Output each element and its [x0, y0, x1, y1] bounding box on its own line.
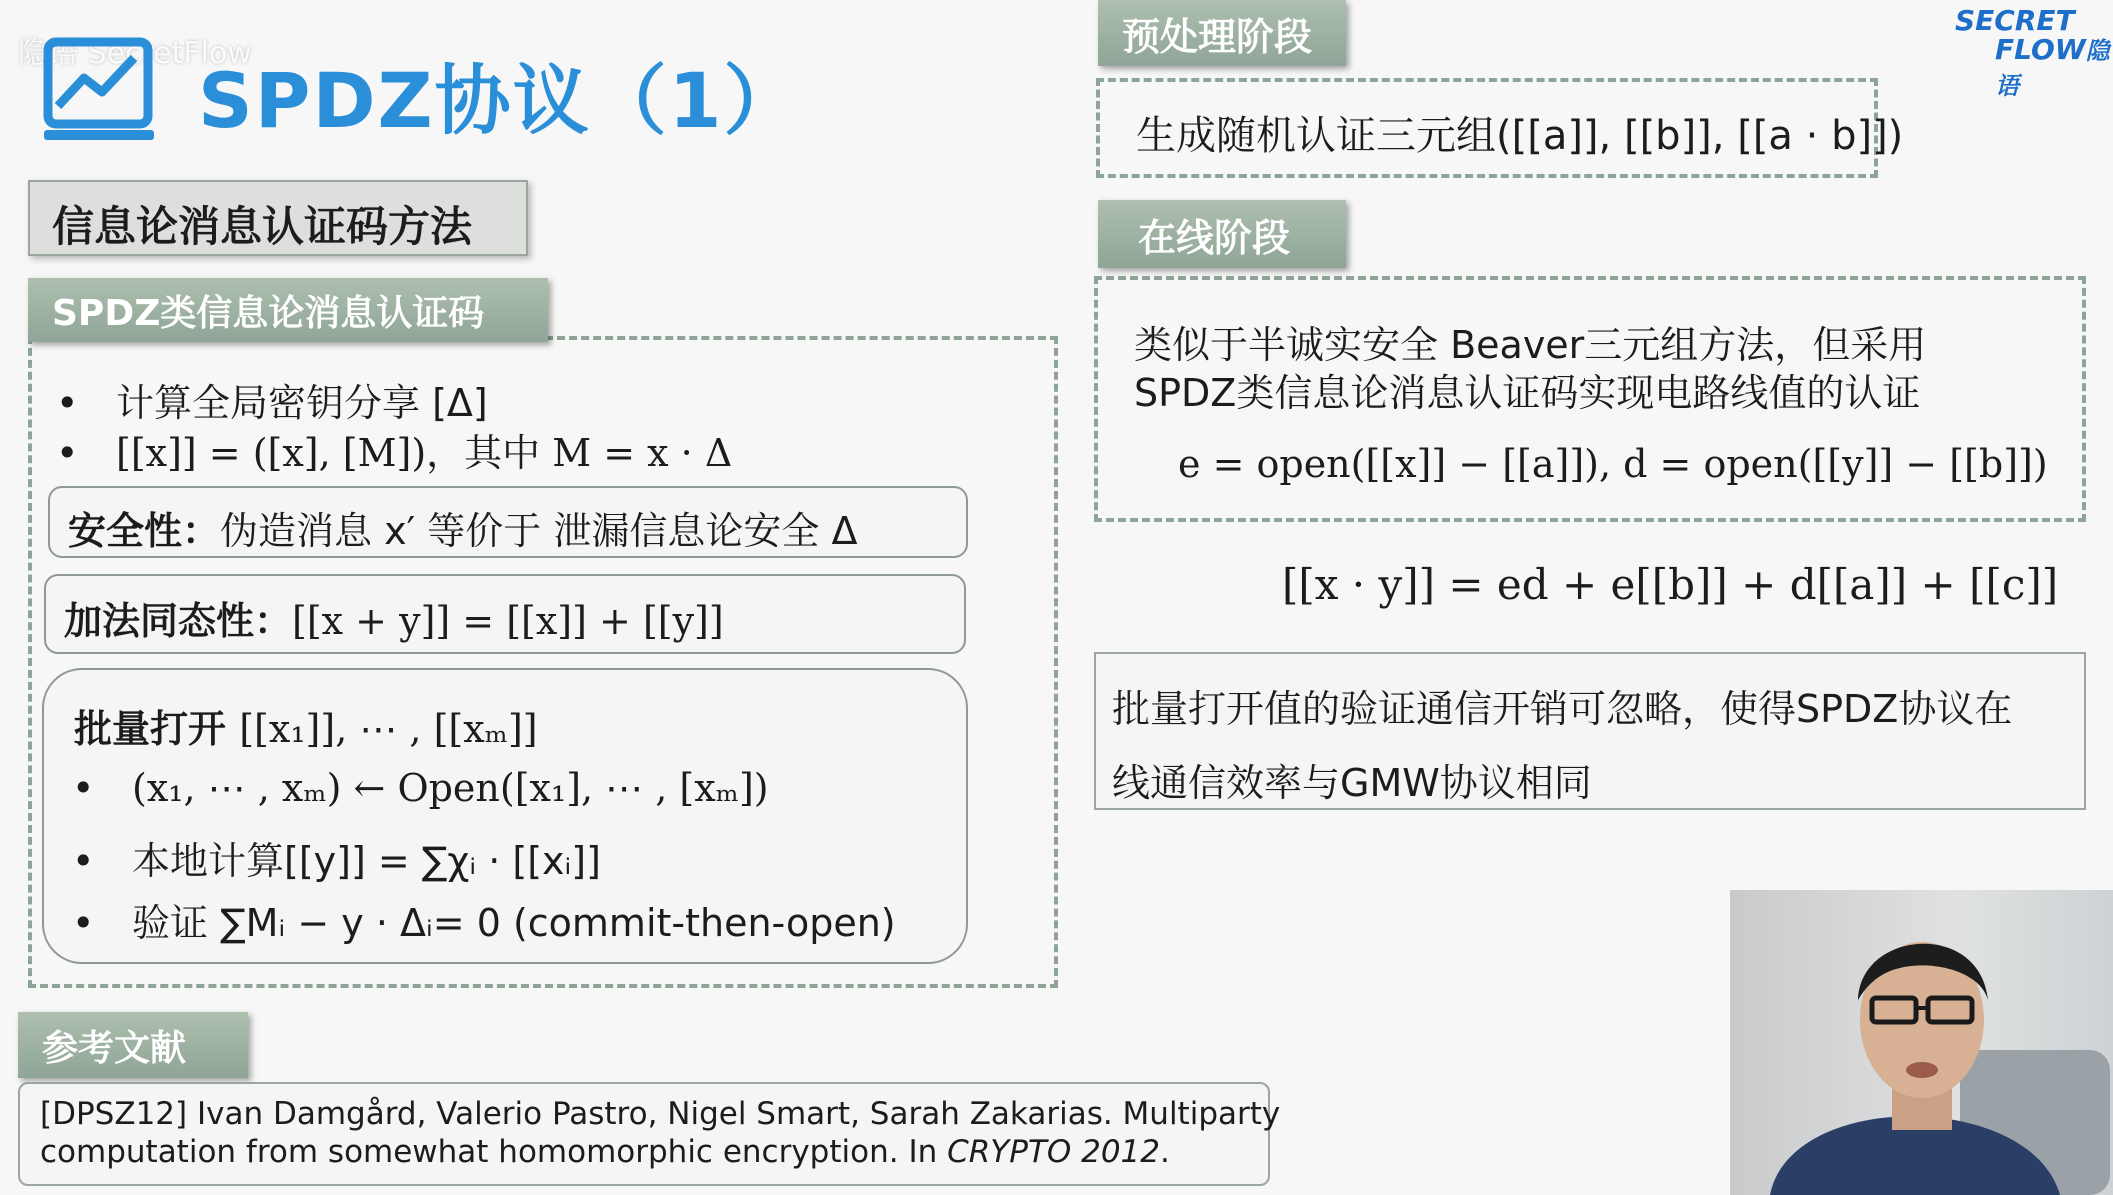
preprocessing-text: 生成随机认证三元组([[a]], [[b]], [[a · b]]): [1136, 113, 1904, 159]
reference-line2-post: .: [1160, 1134, 1170, 1170]
batch-item-verify: • 验证 ∑Mᵢ − y · Δᵢ= 0 (commit-then-open): [72, 901, 896, 945]
preprocessing-panel: [1096, 78, 1904, 178]
online-label: 在线阶段: [1138, 215, 1291, 260]
security-label: 安全性：: [68, 509, 221, 553]
secretflow-logo: [1955, 4, 2113, 100]
bullet-global-key-text: 计算全局密钥分享 [Δ]: [116, 381, 488, 425]
security-box: [48, 486, 968, 558]
online-desc-line1: 类似于半诚实安全 Beaver三元组方法，但采用: [1134, 323, 1927, 367]
watermark-text: 隐语 SecretFlow: [18, 36, 252, 71]
additive-formula: [[x + y]] = [[x]] + [[y]]: [292, 599, 724, 643]
batch-open-formula: [[x₁]], ⋯ , [[xₘ]]: [239, 707, 538, 751]
references-box: [18, 1082, 1281, 1186]
page-title: SPDZ协议（1）: [198, 56, 802, 145]
references-tab: [18, 1012, 248, 1078]
batch-open-box: [42, 668, 968, 964]
references-label: 参考文献: [42, 1027, 187, 1069]
online-formula-open: e = open([[x]] − [[a]]), d = open([[y]] − [[b]]): [1178, 442, 2048, 486]
logo-line1: SECRET: [1955, 4, 2075, 37]
batch-item-local: • 本地计算[[y]] = ∑χᵢ · [[xᵢ]]: [72, 839, 601, 883]
preprocessing-tab: [1098, 0, 1346, 66]
reference-line2: [40, 1134, 1170, 1170]
chart-icon: [42, 36, 160, 146]
batch-item-verify-text: 验证 ∑Mᵢ − y · Δᵢ= 0 (commit-then-open): [132, 901, 896, 945]
presenter-webcam: [1730, 890, 2113, 1195]
online-formula-product: [[x · y]] = ed + e[[b]] + d[[a]] + [[c]]: [1282, 560, 2059, 609]
logo-line2: FLOW: [1995, 33, 2086, 66]
bullet-mac-share-text: [[x]] = ([x], [M])，其中 M = x · Δ: [116, 431, 733, 475]
reference-line1: [DPSZ12] Ivan Damgård, Valerio Pastro, Nigel Smart, Sarah Zakarias. Multiparty: [40, 1096, 1281, 1132]
security-text: 伪造消息 x′ 等价于 泄漏信息论安全 Δ: [220, 509, 858, 553]
bullet-mac-share: • [[x]] = ([x], [M])，其中 M = x · Δ: [56, 431, 733, 475]
reference-line2-pre: computation from somewhat homomorphic encryption. In: [40, 1134, 948, 1170]
batch-open-label: 批量打开: [74, 707, 240, 751]
logo-suffix: 隐语: [1995, 37, 2110, 100]
batch-item-open-text: (x₁, ⋯ , xₘ) ← Open([x₁], ⋯ , [xₘ]): [132, 766, 769, 810]
reference-venue: CRYPTO 2012: [947, 1134, 1161, 1170]
section-spdz-mac: [28, 278, 548, 342]
preprocessing-label: 预处理阶段: [1122, 14, 1313, 59]
batch-item-local-text: 本地计算[[y]] = ∑χᵢ · [[xᵢ]]: [132, 839, 601, 883]
online-tab: [1098, 200, 1346, 268]
section-spdz-mac-label: SPDZ类信息论消息认证码: [52, 292, 485, 334]
online-desc-line2: SPDZ类信息论消息认证码实现电路线值的认证: [1134, 371, 1921, 415]
batch-note-line1: 批量打开值的验证通信开销可忽略，使得SPDZ协议在: [1112, 687, 2013, 731]
batch-note-line2: 线通信效率与GMW协议相同: [1112, 761, 1592, 805]
batch-item-open: • (x₁, ⋯ , xₘ) ← Open([x₁], ⋯ , [xₘ]): [72, 766, 769, 810]
batch-note-box: [1094, 652, 2086, 810]
section-info-mac-label: 信息论消息认证码方法: [52, 202, 473, 251]
additive-label: 加法同态性：: [64, 599, 293, 643]
bullet-global-key: • 计算全局密钥分享 [Δ]: [56, 381, 488, 425]
online-panel: [1094, 276, 2086, 522]
additive-box: [44, 574, 966, 654]
section-info-mac: [28, 180, 528, 256]
